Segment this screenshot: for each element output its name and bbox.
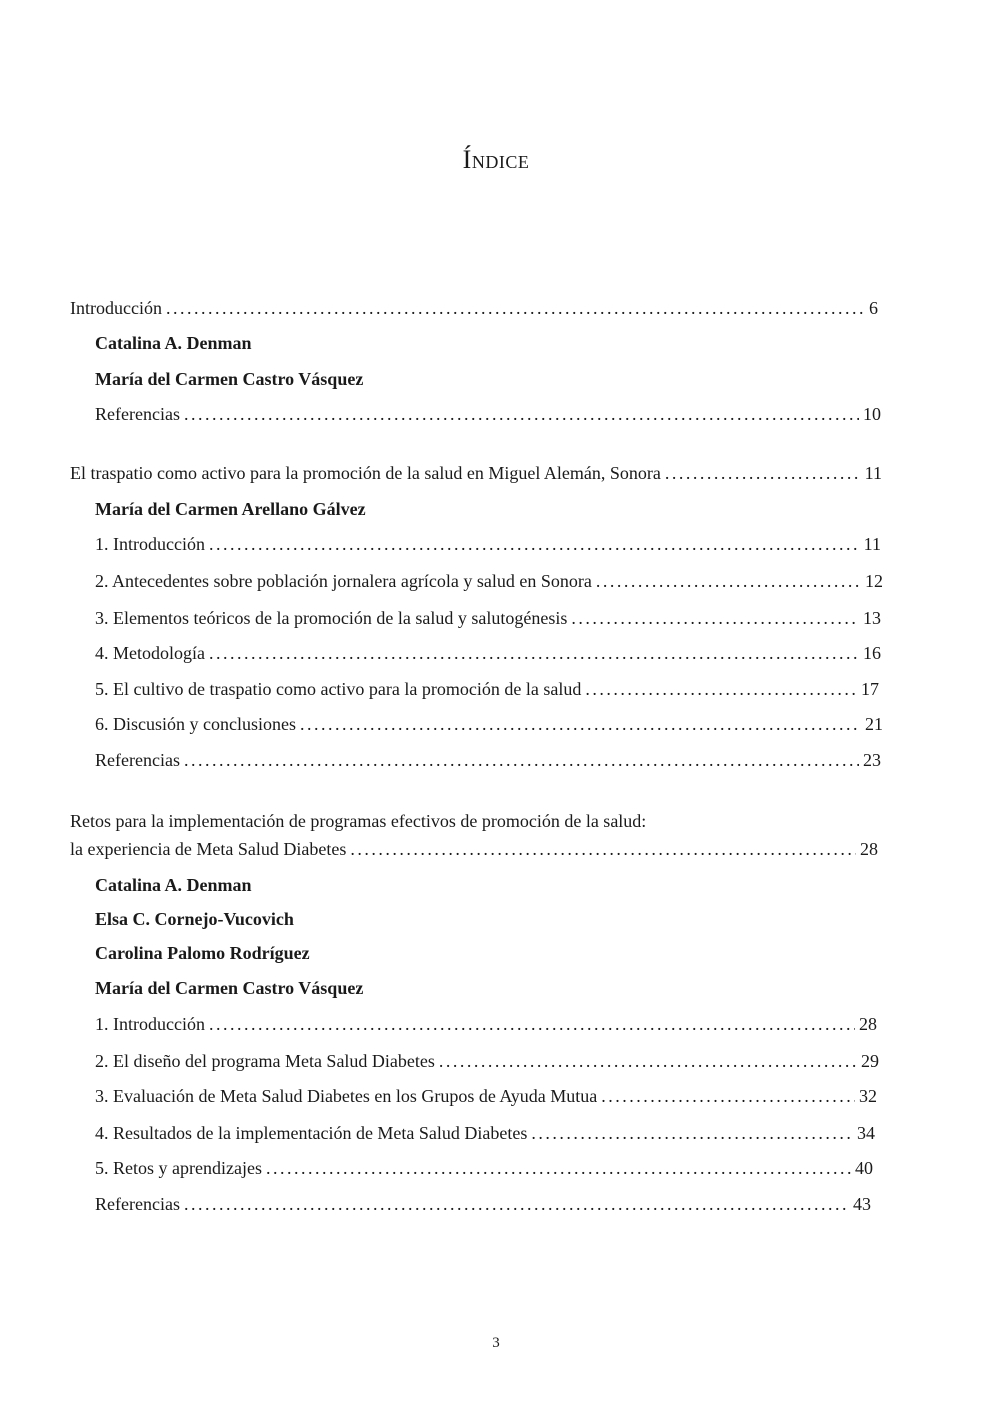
leader-dots (184, 401, 859, 427)
toc-entry[interactable] (95, 1048, 879, 1074)
toc-entry[interactable] (95, 676, 879, 702)
leader-dots (266, 1155, 851, 1181)
leader-dots (585, 676, 857, 702)
leader-dots (209, 1011, 855, 1037)
toc-entry-label: 3. Elementos teóricos de la promoción de la salud y salutogénesis (95, 608, 568, 628)
toc-entry-page: 11 (863, 534, 881, 554)
toc-entry-page: 40 (855, 1158, 873, 1178)
toc-entry[interactable] (95, 1011, 877, 1037)
toc-entry[interactable] (95, 1083, 877, 1109)
author-name: Elsa C. Cornejo-Vucovich (95, 909, 294, 929)
toc-entry-page: 43 (853, 1194, 871, 1214)
toc-entry-page: 13 (863, 608, 881, 628)
page-number: 3 (492, 1335, 500, 1351)
leader-dots (350, 836, 856, 862)
leader-dots (209, 640, 859, 666)
toc-entry-label: El traspatio como activo para la promoción de la salud en Miguel Alemán, Sonora (70, 463, 661, 483)
toc-entry-label: 2. El diseño del programa Meta Salud Diabetes (95, 1051, 435, 1071)
toc-entry-page: 23 (863, 750, 881, 770)
leader-dots (596, 568, 861, 594)
toc-heading-line: Retos para la implementación de programas efectivos de promoción de la salud: (70, 811, 647, 831)
leader-dots (166, 295, 865, 321)
toc-entry-page: 32 (859, 1086, 877, 1106)
toc-entry-meta-salud[interactable] (70, 836, 878, 862)
toc-entry-page: 10 (863, 404, 881, 424)
toc-entry-label: 4. Resultados de la implementación de Meta Salud Diabetes (95, 1123, 528, 1143)
toc-entry[interactable] (95, 531, 881, 557)
toc-entry-label: 4. Metodología (95, 643, 205, 663)
toc-entry-referencias[interactable] (95, 401, 881, 427)
toc-entry[interactable] (95, 605, 881, 631)
toc-entry-introduccion[interactable] (70, 295, 878, 321)
author-name: Catalina A. Denman (95, 875, 252, 895)
leader-dots (439, 1048, 857, 1074)
toc-entry-page: 11 (864, 463, 882, 483)
author-name: María del Carmen Arellano Gálvez (95, 499, 366, 519)
toc-entry-label: 5. El cultivo de traspatio como activo para la promoción de la salud (95, 679, 582, 699)
leader-dots (665, 460, 861, 486)
leader-dots (531, 1120, 853, 1146)
toc-entry-page: 28 (859, 1014, 877, 1034)
toc-entry-page: 17 (861, 679, 879, 699)
toc-entry[interactable] (95, 568, 883, 594)
toc-entry-label: 1. Introducción (95, 534, 205, 554)
leader-dots (601, 1083, 855, 1109)
toc-entry-label: la experiencia de Meta Salud Diabetes (70, 839, 347, 859)
toc-entry-traspatio[interactable] (70, 460, 882, 486)
toc-entry-label: 1. Introducción (95, 1014, 205, 1034)
toc-entry-label: 3. Evaluación de Meta Salud Diabetes en los Grupos de Ayuda Mutua (95, 1086, 598, 1106)
page-title: Índice (462, 145, 530, 174)
toc-entry-page: 34 (857, 1123, 875, 1143)
toc-entry-label: 2. Antecedentes sobre población jornalera agrícola y salud en Sonora (95, 571, 592, 591)
author-name: Carolina Palomo Rodríguez (95, 943, 310, 963)
toc-entry-page: 16 (863, 643, 881, 663)
author-name: María del Carmen Castro Vásquez (95, 369, 364, 389)
leader-dots (571, 605, 859, 631)
toc-entry[interactable] (95, 747, 881, 773)
toc-entry-label: Referencias (95, 404, 180, 424)
toc-entry-label: Referencias (95, 750, 180, 770)
toc-entry-page: 6 (869, 298, 878, 318)
toc-entry-label: 5. Retos y aprendizajes (95, 1158, 262, 1178)
toc-entry-page: 21 (865, 714, 883, 734)
toc-entry-page: 28 (860, 839, 878, 859)
toc-entry-label: 6. Discusión y conclusiones (95, 714, 296, 734)
author-name: María del Carmen Castro Vásquez (95, 978, 364, 998)
toc-entry[interactable] (95, 1155, 873, 1181)
leader-dots (184, 1191, 849, 1217)
toc-entry-page: 29 (861, 1051, 879, 1071)
toc-entry-page: 12 (865, 571, 883, 591)
leader-dots (300, 711, 861, 737)
author-name: Catalina A. Denman (95, 333, 252, 353)
toc-entry-label: Introducción (70, 298, 162, 318)
toc-entry[interactable] (95, 1191, 871, 1217)
toc-entry[interactable] (95, 640, 881, 666)
toc-entry-label: Referencias (95, 1194, 180, 1214)
toc-entry[interactable] (95, 711, 883, 737)
leader-dots (184, 747, 859, 773)
leader-dots (209, 531, 860, 557)
toc-entry[interactable] (95, 1120, 875, 1146)
